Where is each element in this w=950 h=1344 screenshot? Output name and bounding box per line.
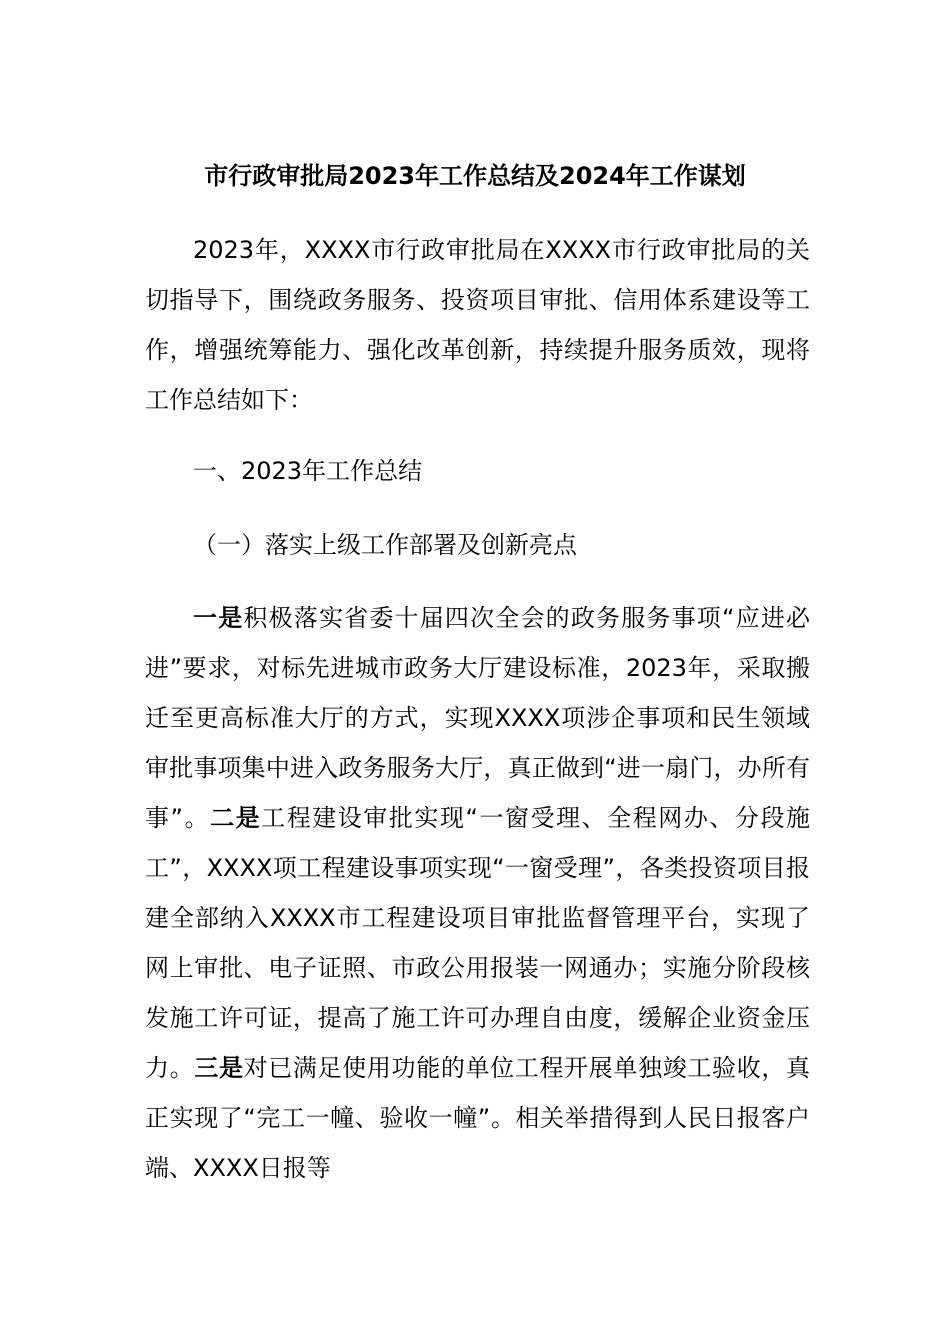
section-heading: 一、2023年工作总结 (193, 457, 423, 485)
intro-paragraph: 2023年，XXXX市行政审批局在XXXX市行政审批局的关切指导下，围绕政务服务、投资项目审批、信用体系建设等工作，增强统筹能力、强化改革创新，持续提升服务质效，现将工作总结如下： (145, 236, 810, 414)
lead-marker-1: 一是 (193, 604, 244, 632)
body-paragraph (145, 593, 810, 1193)
document-title: 市行政审批局2023年工作总结及2024年工作谋划 (204, 162, 746, 190)
lead-marker-3: 三是 (194, 1054, 244, 1082)
paragraph-text-1: 积极落实省委十届四次全会的政务服务事项“应进必进”要求，对标先进城市政务大厅建设标准，2023年，采取搬迁至更高标准大厅的方式，实现XXXX项涉企事项和民生领域审批事项集中进入政务服务大厅，真正做到“进一扇门，办所有事”。 (145, 604, 811, 832)
subsection-heading: （一）落实上级工作部署及创新亮点 (193, 531, 577, 559)
paragraph-text-3: 对已满足使用功能的单位工程开展单独竣工验收，真正实现了“完工一幢、验收一幢”。相关举措得到人民日报客户端、XXXX日报等 (145, 1054, 811, 1182)
lead-marker-2: 二是 (210, 804, 262, 832)
paragraph-text-2: 工程建设审批实现“一窗受理、全程网办、分段施工”，XXXX项工程建设事项实现“一窗受理”，各类投资项目报建全部纳入XXXX市工程建设项目审批监督管理平台，实现了网上审批、电子证照、市政公用报装一网通办；实施分阶段核发施工许可证，提高了施工许可办理自由度，缓解企业资金压力。 (145, 804, 811, 1082)
